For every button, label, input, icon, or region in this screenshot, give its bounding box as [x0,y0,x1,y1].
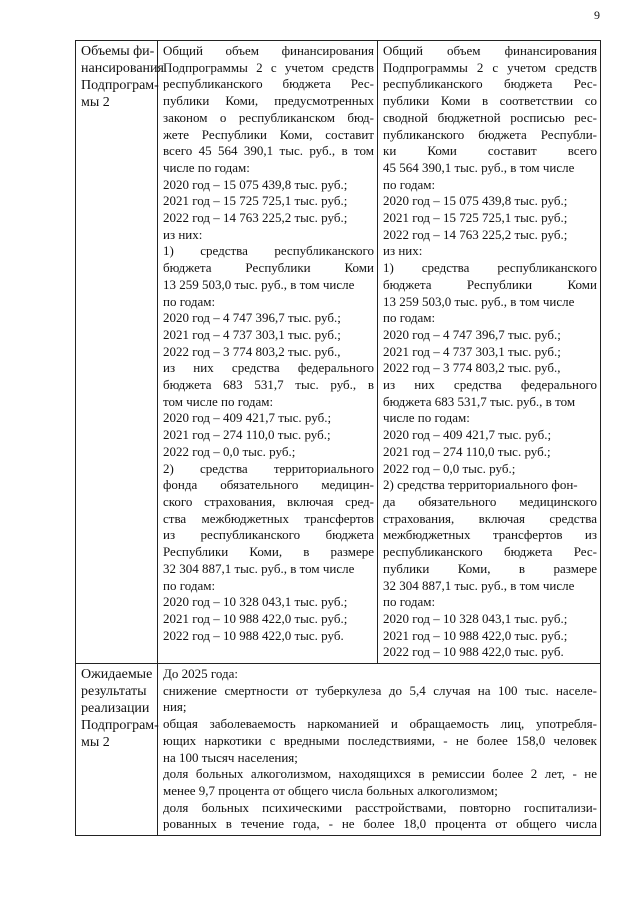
text-line: Республики Коми, в размере [163,544,374,560]
text-line: реализации [81,701,150,717]
text-line: мы 2 [81,95,110,110]
text-line: фонда обязательного медицин- [163,477,374,493]
text-line: 2022 год – 10 988 422,0 тыс. руб. [383,644,564,660]
text-line: республиканского бюджета Рес- [163,76,374,92]
text-line: 2022 год – 10 988 422,0 тыс. руб. [163,627,344,643]
financing-budget-text [378,41,601,664]
text-line: публики Коми, в размере [383,560,597,576]
text-line: снижение смертности от туберкулеза до 5,4 случая на 100 тыс. населе- [163,682,597,698]
text-line: ющих наркотики с вредными последствиями, - не более 158,0 человек [163,732,597,748]
text-line: 2022 год – 0,0 тыс. руб.; [383,460,516,476]
text-line: всего 45 564 390,1 тыс. руб., в том [163,143,374,159]
text-line: по годам: [163,293,216,309]
text-line: 13 259 503,0 тыс. руб., в том числе [163,276,355,292]
text-line: публиканского бюджета Республи- [383,126,597,142]
text-line: сводной бюджетной росписью рес- [383,109,597,125]
text-line: по годам: [383,310,436,326]
text-line: 2020 год – 10 328 043,1 тыс. руб.; [163,594,348,610]
text-line: 2021 год – 4 737 303,1 тыс. руб.; [163,326,341,342]
text-line: том числе по годам: [163,393,274,409]
text-line: 2020 год – 4 747 396,7 тыс. руб.; [163,310,341,326]
text-line: из них средства федерального [163,360,374,376]
text-line: 2021 год – 274 110,0 тыс. руб.; [383,443,551,459]
text-line: из них средства федерального [383,377,597,393]
text-line: бюджета Республики Коми [383,276,597,292]
text-line: До 2025 года: [163,666,238,682]
text-line: 2021 год – 4 737 303,1 тыс. руб.; [383,343,561,359]
text-line: 2022 год – 3 774 803,2 тыс. руб., [383,360,561,376]
text-line: бюджета Республики Коми [163,260,374,276]
text-line: 2) средства территориального [163,460,374,476]
text-line: менее 9,7 процента от общего числа больных алкоголизмом; [163,782,498,798]
text-line: Подпрограммы 2 с учетом средств [383,59,597,75]
expected-results-text [158,664,601,836]
text-line: 2022 год – 14 763 225,2 тыс. руб.; [383,226,568,242]
text-line: 2022 год – 14 763 225,2 тыс. руб.; [163,210,348,226]
text-line: 2021 год – 10 988 422,0 тыс. руб.; [163,610,348,626]
text-line: по годам: [383,176,436,192]
financing-row [76,41,601,664]
text-line: ки Коми составит всего [383,143,597,159]
page-number: 9 [594,8,600,22]
text-line: 2020 год – 409 421,7 тыс. руб.; [383,427,552,443]
text-line: ского страхования, включая сред- [163,493,374,509]
text-line: 2022 год – 3 774 803,2 тыс. руб., [163,343,341,359]
text-line: по годам: [163,577,216,593]
text-line: Общий объем финансирования [383,43,597,58]
text-line: Подпрограм- [81,718,159,734]
text-line: числе по годам: [163,159,250,175]
text-line: 2020 год – 10 328 043,1 тыс. руб.; [383,610,568,626]
text-line: Подпрограм- [81,78,159,93]
expected-results-row [76,664,601,836]
text-line: республиканского бюджета Рес- [383,544,597,560]
text-line: нансирования [81,61,164,76]
text-line: 2021 год – 15 725 725,1 тыс. руб.; [383,210,568,226]
text-line: Общий объем финансирования [163,43,374,58]
text-line: публики Коми в соответствии со [383,93,597,109]
text-line: 2020 год – 409 421,7 тыс. руб.; [163,410,332,426]
text-line: на 100 тысяч населения; [163,749,298,765]
text-line: 2021 год – 10 988 422,0 тыс. руб.; [383,627,568,643]
text-line: общая заболеваемость наркоманией и обращаемость лиц, употребля- [163,716,597,732]
text-line: 2) средства территориального фон- [383,477,578,493]
text-line: Объемы фи- [81,44,155,59]
text-line: 2021 год – 15 725 725,1 тыс. руб.; [163,193,348,209]
text-line: результаты [81,684,147,700]
financing-law-text [158,41,378,664]
text-line: по годам: [383,594,436,610]
text-line: рованных в течение года, - не более 18,0 процента от общего числа [163,816,597,832]
text-line: из них: [163,226,203,242]
text-line: страхования, включая средства [383,510,597,526]
text-line: Подпрограммы 2 с учетом средств [163,59,374,75]
text-line: Ожидаемые [81,667,153,683]
text-line: жете Республики Коми, составит [163,126,374,142]
text-line: доля больных алкоголизмом, находящихся в ремиссии более 2 лет, - не [163,766,597,782]
text-line: 13 259 503,0 тыс. руб., в том числе [383,293,575,309]
text-line: 2020 год – 15 075 439,8 тыс. руб.; [383,193,568,209]
text-line: из республиканского бюджета [163,527,374,543]
text-line: 2020 год – 4 747 396,7 тыс. руб.; [383,326,561,342]
text-line: ния; [163,699,187,715]
text-line: да обязательного медицинского [383,493,597,509]
text-line: доля больных психическими расстройствами, повторно госпитализи- [163,799,597,815]
text-line: 2022 год – 0,0 тыс. руб.; [163,443,296,459]
text-line: 32 304 887,1 тыс. руб., в том числе [163,560,355,576]
text-line: республиканского бюджета Рес- [383,76,597,92]
text-line: мы 2 [81,735,110,751]
text-line: межбюджетных трансфертов из [383,527,597,543]
text-line: 1) средства республиканского [163,243,374,259]
financing-label [76,41,164,664]
text-line: 2020 год – 15 075 439,8 тыс. руб.; [163,176,348,192]
text-line: бюджета 683 531,7 тыс. руб., в [163,377,374,393]
text-line: ства межбюджетных трансфертов [163,510,374,526]
text-line: законом о республиканском бюд- [163,109,374,125]
text-line: числе по годам: [383,410,470,426]
text-line: 32 304 887,1 тыс. руб., в том числе [383,577,575,593]
text-line: 2021 год – 274 110,0 тыс. руб.; [163,427,331,443]
text-line: из них: [383,243,423,259]
subprogram-passport-table [75,40,601,836]
text-line: 45 564 390,1 тыс. руб., в том числе [383,159,575,175]
expected-results-label [76,664,158,836]
text-line: публики Коми, предусмотренных [163,93,374,109]
text-line: 1) средства республиканского [383,260,597,276]
text-line: бюджета 683 531,7 тыс. руб., в том [383,393,576,409]
